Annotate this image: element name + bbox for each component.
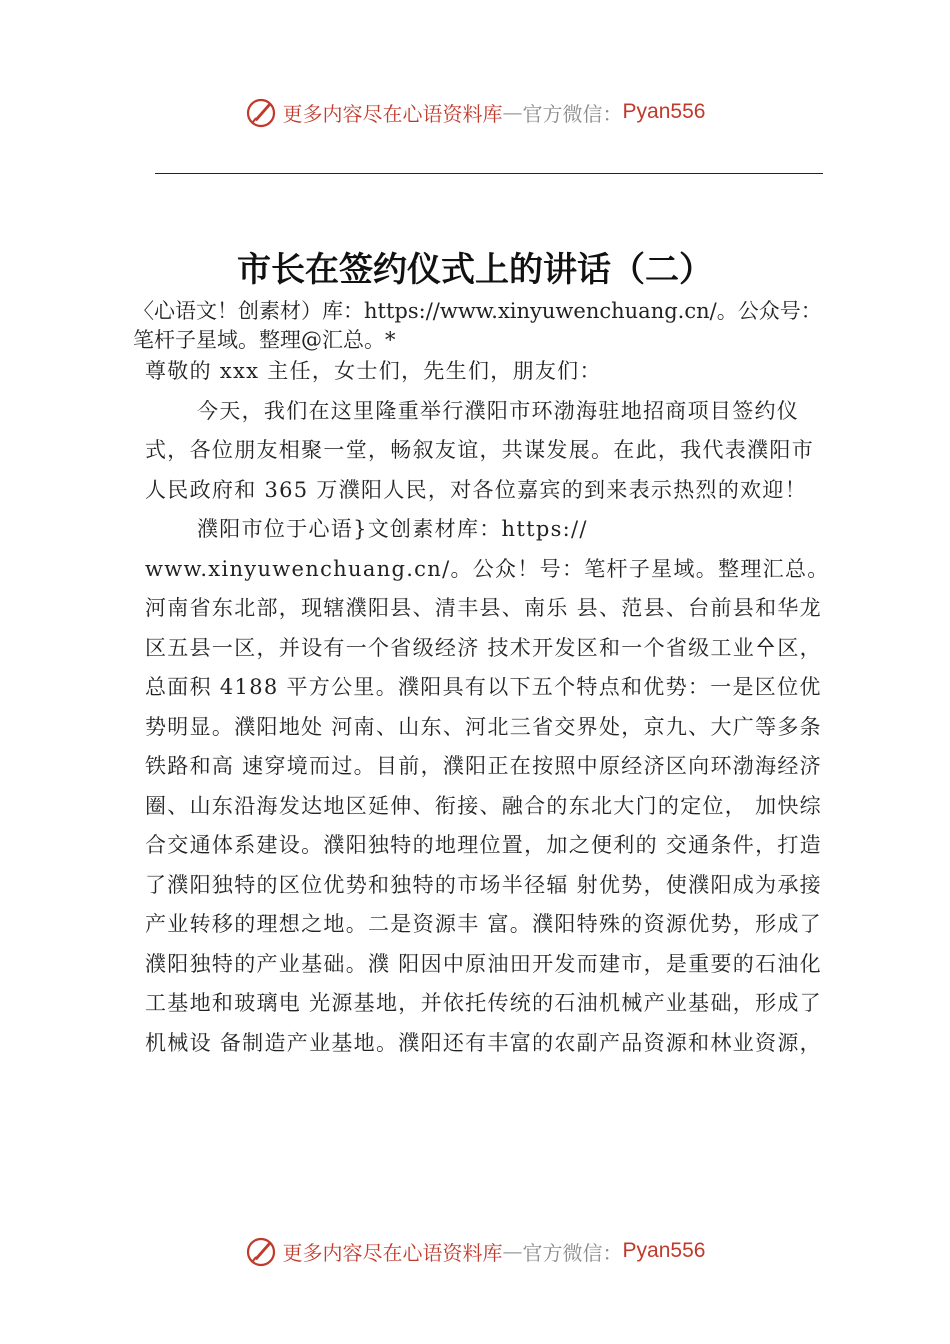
header-divider — [155, 173, 823, 174]
banner-text: 更多内容尽在心语资料库 — [282, 101, 503, 126]
quill-logo-icon — [245, 96, 277, 128]
banner-wechat-label: 官方微信： — [522, 1240, 623, 1265]
source-line: 〈心语文！创素材）库：https://www.xinyuwenchuang.cn/。公众号：笔杆子星域。整理@汇总。* — [133, 299, 822, 352]
footer-banner — [0, 1235, 950, 1267]
document-body — [145, 352, 835, 1063]
paragraph: 濮阳市位于心语}文创素材库：https:// www.xinyuwenchuang.cn/。公众！号：笔杆子星域。整理汇总。河南省东北部，现辖濮阳县、清丰县、南乐 县、范县、台前县和华龙区五县一区，并设有一个省级经济 技术开发区和一个省级工业㐃区，总面积 4188 平方公里。濮阳具有以下五个特点和优势：一是区位优势明显。濮阳地处 河南、山东、河北三省交界处，京九、大广等多条铁路和高 速穿境而过。目前，濮阳正在按照中原经济区向环渤海经济 圈、山东沿海发达地区延伸、衔接、融合的东北大门的定位， 加快综合交通体系建设。濮阳独特的地理位置，加之便利的 交通条件，打造了濮阳独特的区位优势和独特的市场半径辐 射优势，使濮阳成为承接产业转移的理想之地。二是资源丰 富。濮阳特殊的资源优势，形成了濮阳独特的产业基础。濮 阳因中原油田开发而建市，是重要的石油化工基地和玻璃电 光源基地，并依托传统的石油机械产业基础，形成了机械设 备制造产业基地。濮阳还有丰富的农副产品资源和林业资源， — [145, 517, 830, 1055]
document-title: 市长在签约仪式上的讲话（二） — [237, 250, 713, 290]
banner-text: 更多内容尽在心语资料库 — [282, 1240, 503, 1265]
header-banner — [0, 96, 950, 128]
banner-wechat-id: Pyan556 — [622, 100, 706, 123]
banner-wechat-label: 官方微信： — [522, 101, 623, 126]
greeting: 尊敬的 xxx 主任，女士们，先生们，朋友们： — [145, 359, 602, 383]
banner-separator: — — [502, 1239, 523, 1263]
paragraph: 今天，我们在这里隆重举行濮阳市环渤海驻地招商项目签约仪式，各位朋友相聚一堂，畅叙友谊，共谋发展。在此，我代表濮阳市人民政府和 365 万濮阳人民，对各位嘉宾的到来表示热烈的欢迎！ — [145, 398, 814, 502]
banner-wechat-id: Pyan556 — [622, 1239, 706, 1262]
banner-separator: — — [502, 100, 523, 124]
quill-logo-icon — [245, 1235, 277, 1267]
